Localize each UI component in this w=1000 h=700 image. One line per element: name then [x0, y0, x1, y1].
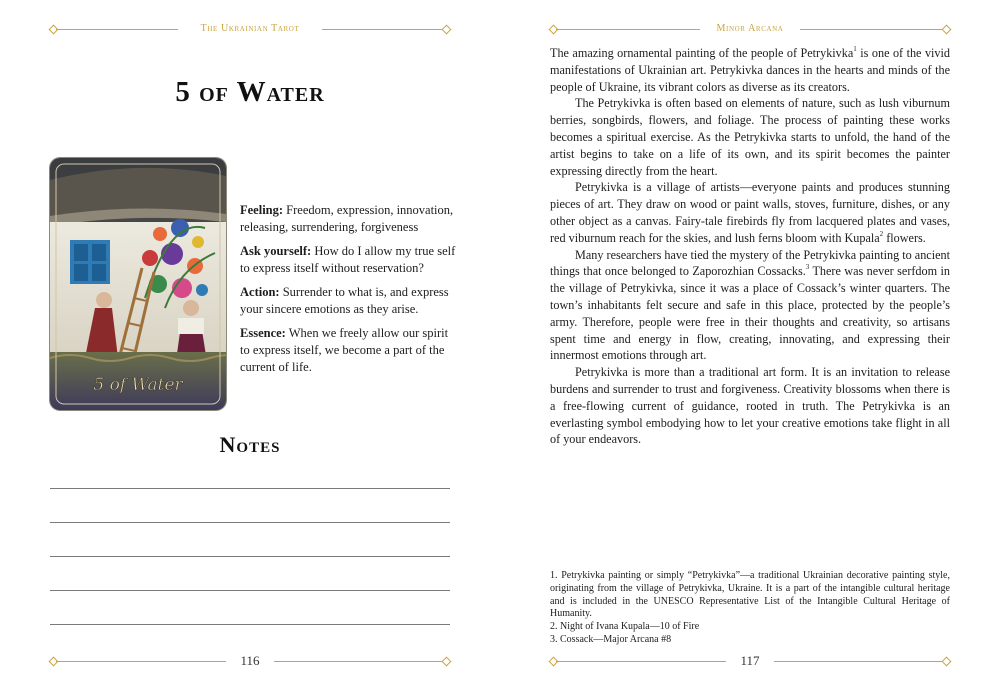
- keyword-action: Action: Surrender to what is, and express your sincere emotions as they arise.: [240, 285, 449, 316]
- running-head: The Ukrainian Tarot: [200, 23, 300, 34]
- page-number: 116: [240, 653, 260, 668]
- paragraph: The amazing ornamental painting of the people of Petrykivka$^1$ is one of the vivid manifestations of Ukrainian art. Petrykivka dances in the hearts and minds of the people of Ukraine, its vibrant colors as diverse as its creators.: [550, 45, 950, 94]
- footer-rule-left: [550, 656, 726, 666]
- tarot-card-illustration-icon: [50, 158, 226, 410]
- card-caption: 5 of Water: [93, 375, 183, 395]
- footnote: 2. Night of Ivana Kupala—10 of Fire: [550, 621, 700, 633]
- paragraph: The Petrykivka is often based on elements of nature, such as lush viburnum berries, songbirds, flowers, and foliage. The process of painting these works becomes a spiritual exercise. As the Petrykivka starts to unfold, the hand of the artist begins to take on a life of its own, and its spirit becomes the painter expressing directly from the heart.: [550, 96, 950, 178]
- footnote-ref[interactable]: 1: [853, 45, 857, 53]
- header-rule-left: [50, 24, 178, 34]
- footnote-ref[interactable]: 2: [879, 229, 884, 238]
- header-rule-right: [322, 24, 450, 34]
- footnote: 3. Cossack—Major Arcana #8: [550, 633, 672, 645]
- keyword-ask-yourself: Ask yourself: How do I allow my true self to express itself without reservation?: [240, 244, 456, 275]
- note-line: [50, 590, 450, 591]
- paragraph: Many researchers have tied the mystery of the Petrykivka painting to ancient things that once belonged to Zaporozhian Cossacks.$^3$ There was never serfdom in the village of Petrykivka, since it was a place of Cossack’s winter quarters. The town’s inhabitants felt secure and safe in this place, protected by the people’s army. Therefore, people were free in their thoughts and creativity, so artisans spent time and energy in flow, creating, innovating, and expressing their innermost emotions through art.: [550, 247, 950, 363]
- body-text: [550, 45, 950, 448]
- diamond-ornament-icon: [442, 656, 452, 666]
- card-title: 5 of Water: [175, 76, 325, 108]
- header-rule-left: [550, 24, 700, 34]
- footnote: 1. Petrykivka painting or simply “Petrykivka”—a traditional Ukrainian decorative painting style, originating from the village of Petrykivka, Ukraine. It is a part of the intangible cultural heritage and is included in the UNESCO Representative List of the Intangible Cultural Heritage of Humanity.: [550, 570, 950, 620]
- diamond-ornament-icon: [942, 24, 952, 34]
- paragraph: Petrykivka is a village of artists—everyone paints and produces stunning pieces of art. They draw on wood or paint walls, stoves, furniture, dishes, or any other object as a canvas. Fairy-tale firebirds fly from lacquered plates and vases, red viburnum reach for the skies, and lush ferns bloom with Kupala$^2$ flowers.: [550, 180, 950, 245]
- keyword-feeling: Feeling: Freedom, expression, innovation, releasing, surrendering, forgiveness: [240, 203, 454, 234]
- footer-rule-left: [50, 656, 226, 666]
- footer-rule-right: [274, 656, 450, 666]
- header-rule-right: [800, 24, 950, 34]
- paragraph: Petrykivka is more than a traditional art form. It is an invitation to release burdens and surrender to trust and forgiveness. Creativity blossoms when there is a free-flowing current of guidance, rooted in truth. The Petrykivka is an everlasting symbol embodying how to let your creative emotions take flight in all of your endeavors.: [550, 365, 950, 447]
- note-line: [50, 522, 450, 523]
- note-line: [50, 624, 450, 625]
- page-number: 117: [740, 653, 760, 668]
- note-line: [50, 556, 450, 557]
- note-line: [50, 488, 450, 489]
- running-head: Minor Arcana: [716, 23, 784, 34]
- footnotes: [550, 570, 950, 647]
- footer-rule-right: [774, 656, 950, 666]
- tarot-card-image: [50, 158, 226, 410]
- keyword-essence: Essence: When we freely allow our spirit to express itself, we become a part of the current of life.: [240, 326, 449, 374]
- footnote-ref[interactable]: 3: [805, 263, 810, 272]
- diamond-ornament-icon: [442, 24, 452, 34]
- card-keywords: [240, 202, 456, 383]
- diamond-ornament-icon: [942, 656, 952, 666]
- notes-heading: Notes: [219, 432, 281, 457]
